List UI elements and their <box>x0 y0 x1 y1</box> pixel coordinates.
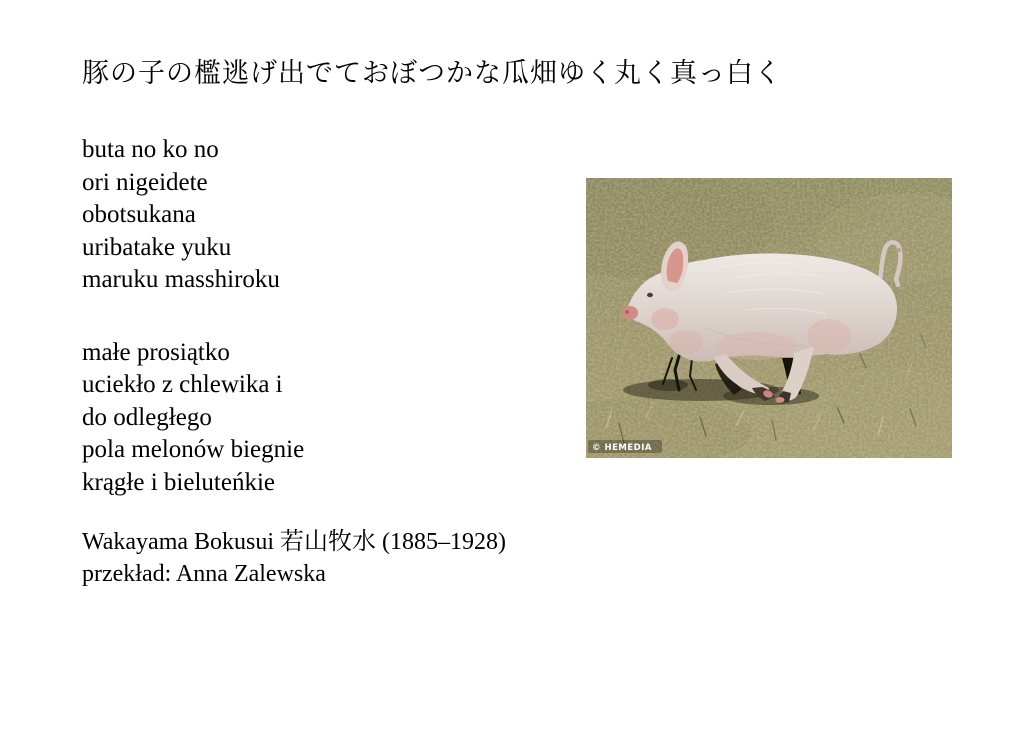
polish-line-4: pola melonów biegnie <box>82 436 305 463</box>
attribution-block <box>82 526 562 590</box>
romaji-line-4: uribatake yuku <box>82 233 232 261</box>
polish-line-3: do odległego <box>82 403 212 431</box>
poem-polish-stanza <box>82 337 562 500</box>
polish-line-1: małe prosiątko <box>82 338 230 366</box>
poem-romaji-stanza <box>82 134 562 297</box>
poem-japanese-line: 豚の子の檻逃げ出でておぼつかな瓜畑ゆく丸く真っ白く <box>82 58 782 88</box>
romaji-line-2: ori nigeidete <box>82 168 208 196</box>
piglet-photo-image <box>586 178 952 458</box>
polish-line-5: krągłe i bieluteńkie <box>82 468 275 496</box>
photo-watermark <box>588 440 662 453</box>
romaji-line-5: maruku masshiroku <box>82 266 280 293</box>
romaji-line-3: obotsukana <box>82 201 196 228</box>
attribution-author: Wakayama Bokusui 若山牧水 (1885–1928) <box>82 529 507 555</box>
romaji-line-1: buta no ko no <box>82 136 219 163</box>
polish-line-2: uciekło z chlewika i <box>82 371 283 398</box>
attribution-translator: przekład: Anna Zalewska <box>82 561 326 587</box>
piglet-photo <box>586 178 952 458</box>
photo-watermark-text: © HEMEDIA <box>592 443 652 453</box>
